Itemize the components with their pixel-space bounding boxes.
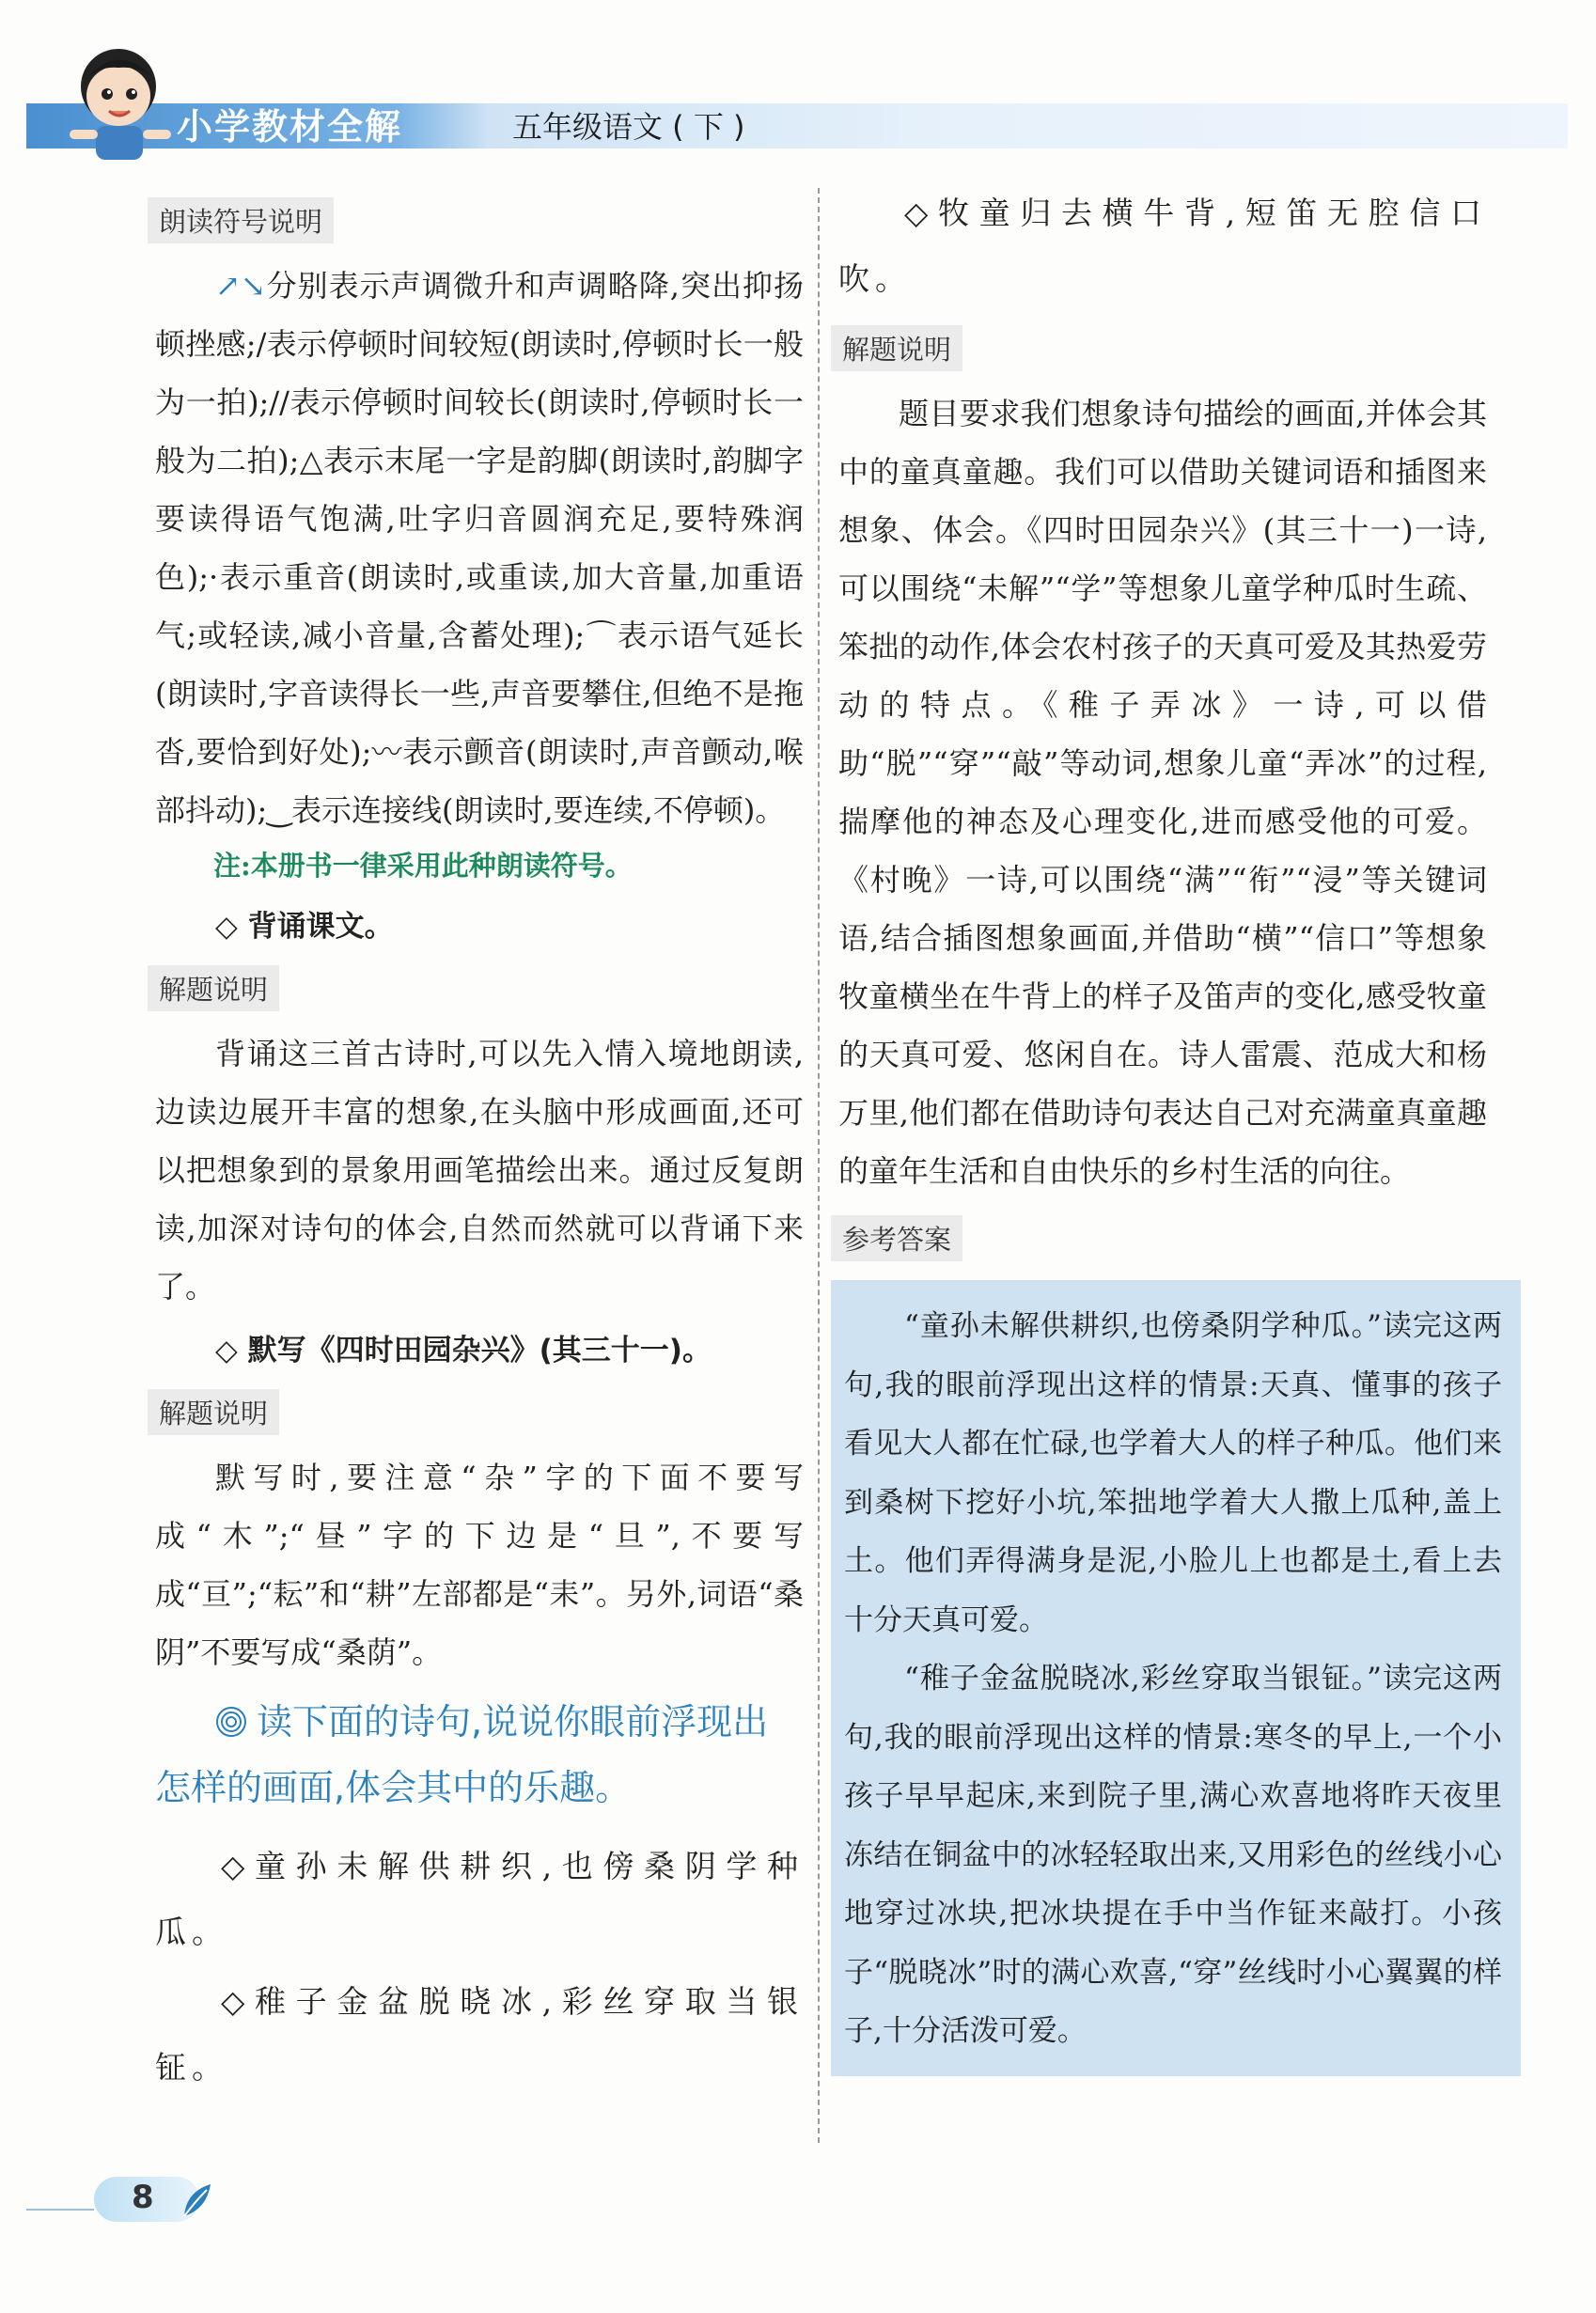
poem-line-3: ◇牧童归去横牛背,短笛无腔信口吹。 xyxy=(838,195,1487,297)
note: 注:本册书一律采用此种朗读符号。 xyxy=(213,850,633,882)
poem-explanation: 题目要求我们想象诗句描绘的画面,并体会其中的童真童趣。我们可以借助关键词语和插图来想象、体会。《四时田园杂兴》(其三十一)一诗,可以围绕“未解”“学”等想象儿童学种瓜时生疏、笨拙的动作,体会农村孩子的天真可爱及其热爱劳动的特点。《稚子弄冰》一诗,可以借助“脱”“穿”“敲”等动词,想象儿童“弄冰”的过程,揣摩他的神态及心理变化,进而感受他的可爱。《村晚》一诗,可以围绕“满”“衔”“浸”等关键词语,结合插图想象画面,并借助“横”“信口”等想象牧童横坐在牛背上的样子及笛声的变化,感受牧童的天真可爱、悠闲自在。诗人雷震、范成大和杨万里,他们都在借助诗句表达自己对充满童真童趣的童年生活和自由快乐的乡村生活的向往。 xyxy=(838,396,1487,1189)
book-title: 小学教材全解 xyxy=(177,106,403,148)
spiral-icon xyxy=(215,1706,247,1738)
answer-paragraph-1: “童孙未解供耕织,也傍桑阴学种瓜。”读完这两句,我的眼前浮现出这样的情景:天真、懂事的孩子看见大人都在忙碌,也学着大人的样子种瓜。他们来到桑树下挖好小坑,笨拙地学着大人撒上瓜种,盖上土。他们弄得满身是泥,小脸儿上也都是土,看上去十分天真可爱。 xyxy=(844,1309,1502,1637)
reading-question xyxy=(155,1689,804,1821)
section-tag-explain: 解题说明 xyxy=(148,965,279,1011)
reading-question-text: 读下面的诗句,说说你眼前浮现出怎样的画面,体会其中的乐趣。 xyxy=(155,1701,769,1808)
reference-answer-box xyxy=(831,1280,1521,2076)
column-divider xyxy=(818,188,820,2143)
boy-mascot-icon xyxy=(56,32,188,164)
reading-symbols-body: 分别表示声调微升和声调略降,突出抑扬顿挫感;/表示停顿时间较短(朗读时,停顿时长一般为一拍);//表示停顿时间较长(朗读时,停顿时长一般为二拍);△表示末尾一字是韵脚(朗读时,韵脚字要读得语气饱满,吐字归音圆润充足,要特殊润色);·表示重音(朗读时,或重读,加大音量,加重语气;或轻读,减小音量,含蓄处理);⌒表示语气延长(朗读时,字音读得长一些,声音要攀住,但绝不是拖沓,要恰到好处);〰表示颤音(朗读时,声音颤动,喉部抖动);‿表示连接线(朗读时,要连续,不停顿)。 xyxy=(155,268,804,828)
left-column xyxy=(155,188,804,2104)
recite-explanation: 背诵这三首古诗时,可以先入情入境地朗读,边读边展开丰富的想象,在头脑中形成画面,还可以把想象到的景象用画笔描绘出来。通过反复朗读,加深对诗句的体会,自然而然就可以背诵下来了。 xyxy=(155,1036,804,1305)
section-tag-explain: 解题说明 xyxy=(831,325,962,371)
leaf-icon xyxy=(179,2180,216,2220)
rise-fall-symbol-icon: ↗↘ xyxy=(215,268,266,304)
poem-line-2: ◇稚子金盆脱晓冰,彩丝穿取当银钲。 xyxy=(155,1983,804,2086)
grade-label: 五年级语文 ( 下 ) xyxy=(512,109,745,145)
question-dictate: ◇ 默写《四时田园杂兴》(其三十一)。 xyxy=(215,1334,712,1367)
answer-paragraph-2: “稚子金盆脱晓冰,彩丝穿取当银钲。”读完这两句,我的眼前浮现出这样的情景:寒冬的早上,一个小孩子早早起床,来到院子里,满心欢喜地将昨天夜里冻结在铜盆中的冰轻轻取出来,又用彩色的丝线小心地穿过冰块,把冰块提在手中当作钲来敲打。小孩子“脱晓冰”时的满心欢喜,“穿”丝线时小心翼翼的样子,十分活泼可爱。 xyxy=(844,1662,1502,2048)
reading-symbols-text xyxy=(155,257,804,839)
section-tag-answer: 参考答案 xyxy=(831,1215,962,1261)
poem-line-1: ◇童孙未解供耕织,也傍桑阴学种瓜。 xyxy=(155,1848,804,1950)
section-tag-explain: 解题说明 xyxy=(148,1389,279,1435)
dictate-explanation: 默写时,要注意“杂”字的下面不要写成“木”;“昼”字的下边是“旦”,不要写成“亘”;“耘”和“耕”左部都是“耒”。另外,词语“桑阴”不要写成“桑荫”。 xyxy=(155,1460,804,1670)
footer-line xyxy=(26,2209,94,2211)
section-tag-reading-symbols: 朗读符号说明 xyxy=(148,197,334,243)
page-number: 8 xyxy=(132,2179,154,2216)
question-recite: ◇ 背诵课文。 xyxy=(215,910,394,944)
right-column xyxy=(838,188,1502,2076)
